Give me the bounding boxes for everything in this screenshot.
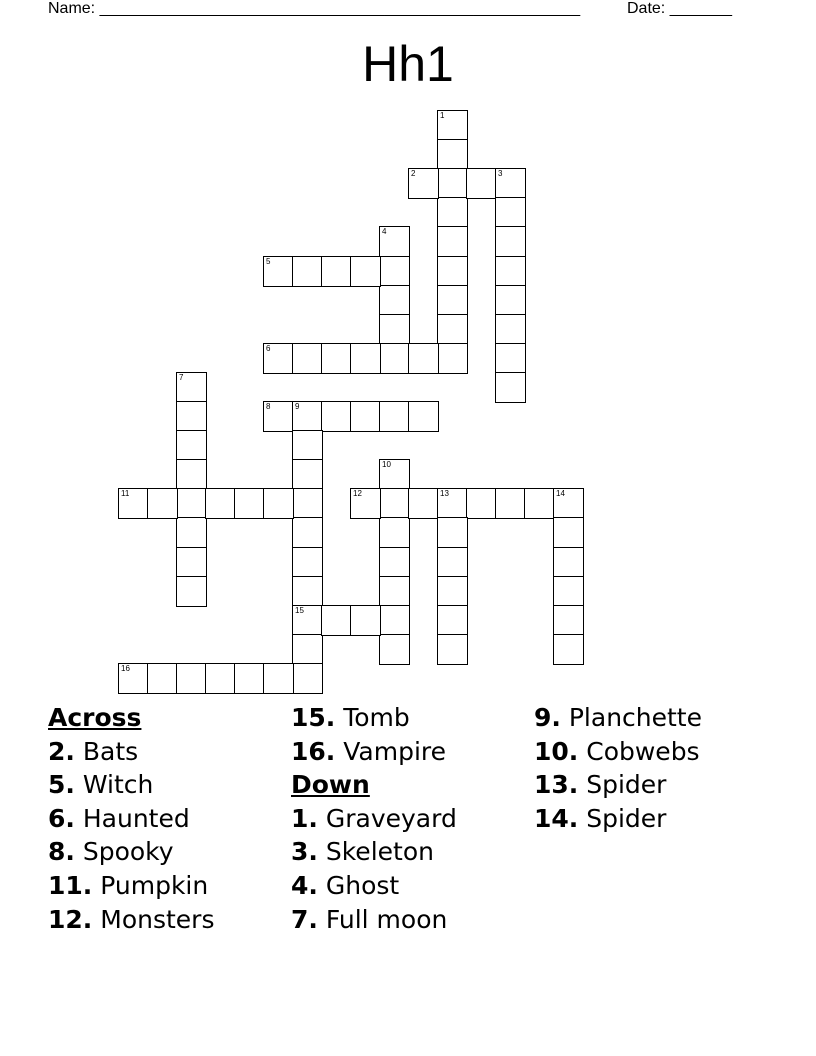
grid-cell[interactable]	[321, 343, 352, 374]
clue-item-number: 2.	[48, 736, 75, 766]
clue-column-2	[291, 701, 457, 936]
grid-cell[interactable]	[437, 605, 468, 636]
grid-cell[interactable]	[379, 285, 410, 316]
clue-item-number: 13.	[534, 770, 579, 800]
grid-cell[interactable]	[292, 430, 323, 461]
grid-cell[interactable]	[118, 663, 149, 694]
name-label: Name:	[48, 0, 96, 17]
clue-item-text: Spider	[578, 770, 667, 800]
date-line	[627, 0, 732, 18]
grid-cell[interactable]	[263, 401, 294, 432]
grid-cell[interactable]	[263, 343, 294, 374]
clue-item-number: 5.	[48, 770, 75, 800]
grid-cell[interactable]	[147, 663, 178, 694]
clue-number: 10	[382, 460, 391, 469]
grid-cell[interactable]	[553, 634, 584, 665]
grid-cell[interactable]	[176, 372, 207, 403]
grid-cell[interactable]	[437, 547, 468, 578]
clue-column-1	[48, 701, 214, 936]
clue-item	[291, 835, 457, 869]
grid-cell[interactable]	[292, 547, 323, 578]
grid-cell[interactable]	[379, 459, 410, 490]
grid-cell[interactable]	[437, 197, 468, 228]
clue-item-text: Haunted	[74, 803, 190, 833]
grid-cell[interactable]	[495, 314, 526, 345]
grid-cell[interactable]	[553, 517, 584, 548]
clue-item	[291, 869, 457, 903]
grid-cell[interactable]	[524, 488, 555, 519]
grid-cell[interactable]	[292, 343, 323, 374]
clue-item-number: 12.	[48, 904, 93, 934]
clue-number: 11	[121, 489, 130, 498]
grid-cell[interactable]	[408, 488, 439, 519]
grid-cell[interactable]	[495, 343, 526, 374]
grid-cell[interactable]	[553, 605, 584, 636]
grid-cell[interactable]	[205, 663, 236, 694]
grid-cell[interactable]	[147, 488, 178, 519]
grid-cell[interactable]	[379, 314, 410, 345]
name-blank[interactable]: ______________________________________________________	[99, 0, 581, 17]
clue-item-number: 1.	[291, 803, 318, 833]
grid-cell[interactable]	[437, 168, 468, 199]
clue-item	[48, 835, 214, 869]
clue-item-text: Vampire	[335, 736, 447, 766]
grid-cell[interactable]	[408, 401, 439, 432]
clue-item	[48, 802, 214, 836]
clue-item	[48, 768, 214, 802]
grid-cell[interactable]	[408, 168, 439, 199]
grid-cell[interactable]	[350, 343, 381, 374]
grid-cell[interactable]	[408, 343, 439, 374]
clue-item-number: 11.	[48, 870, 93, 900]
grid-cell[interactable]	[379, 401, 410, 432]
grid-cell[interactable]	[176, 517, 207, 548]
grid-cell[interactable]	[292, 517, 323, 548]
grid-cell[interactable]	[292, 605, 323, 636]
grid-cell[interactable]	[292, 634, 323, 665]
grid-cell[interactable]	[379, 517, 410, 548]
grid-cell[interactable]	[350, 488, 381, 519]
clue-item-text: Spooky	[74, 837, 174, 867]
grid-cell[interactable]	[466, 488, 497, 519]
clue-item-text: Monsters	[92, 904, 215, 934]
grid-cell[interactable]	[176, 401, 207, 432]
clue-number: 9	[295, 402, 300, 411]
clue-item-number: 9.	[534, 703, 561, 732]
grid-cell[interactable]	[176, 576, 207, 607]
grid-cell[interactable]	[292, 576, 323, 607]
grid-cell[interactable]	[379, 547, 410, 578]
clue-item	[291, 735, 457, 769]
clue-item-text: Planchette	[560, 703, 702, 732]
date-blank[interactable]: _______	[669, 0, 732, 17]
grid-cell[interactable]	[118, 488, 149, 519]
grid-cell[interactable]	[379, 343, 410, 374]
clue-item	[534, 701, 702, 735]
grid-cell[interactable]	[176, 459, 207, 490]
clue-item	[534, 768, 702, 802]
clue-item-number: 7.	[291, 904, 318, 934]
clue-column-3	[534, 701, 702, 835]
clue-item-text: Witch	[74, 770, 154, 800]
clue-item-number: 10.	[534, 736, 579, 766]
grid-cell[interactable]	[292, 488, 323, 519]
clue-number: 4	[382, 227, 387, 236]
clue-item-number: 6.	[48, 803, 75, 833]
grid-cell[interactable]	[321, 401, 352, 432]
grid-cell[interactable]	[437, 314, 468, 345]
clue-item	[48, 735, 214, 769]
clue-item	[48, 903, 214, 937]
grid-cell[interactable]	[553, 576, 584, 607]
grid-cell[interactable]	[350, 605, 381, 636]
grid-cell[interactable]	[176, 488, 207, 519]
grid-cell[interactable]	[321, 256, 352, 287]
clue-number: 8	[266, 402, 271, 411]
clue-number: 7	[179, 373, 184, 382]
grid-cell[interactable]	[292, 401, 323, 432]
grid-cell[interactable]	[379, 256, 410, 287]
grid-cell[interactable]	[437, 110, 468, 141]
clue-number: 15	[295, 606, 304, 615]
clue-number: 12	[353, 489, 362, 498]
clue-heading-down: Down	[291, 770, 370, 800]
clue-item-text: Full moon	[317, 904, 448, 934]
grid-cell[interactable]	[466, 168, 497, 199]
clue-item	[48, 869, 214, 903]
clue-item	[534, 802, 702, 836]
clue-heading-across: Across	[48, 703, 142, 732]
grid-cell[interactable]	[321, 605, 352, 636]
grid-cell[interactable]	[437, 139, 468, 170]
grid-cell[interactable]	[437, 634, 468, 665]
grid-cell[interactable]	[437, 517, 468, 548]
clue-number: 13	[440, 489, 449, 498]
clue-number: 2	[411, 169, 416, 178]
clue-number: 6	[266, 344, 271, 353]
clue-item-number: 8.	[48, 837, 75, 867]
clue-number: 5	[266, 257, 271, 266]
clue-number: 3	[498, 169, 503, 178]
grid-cell[interactable]	[495, 256, 526, 287]
grid-cell[interactable]	[495, 488, 526, 519]
grid-cell[interactable]	[437, 226, 468, 257]
grid-cell[interactable]	[263, 663, 294, 694]
clue-item	[534, 735, 702, 769]
clue-item-text: Cobwebs	[578, 736, 700, 766]
clue-item-text: Tomb	[335, 703, 410, 732]
grid-cell[interactable]	[553, 488, 584, 519]
grid-cell[interactable]	[292, 459, 323, 490]
grid-cell[interactable]	[292, 663, 323, 694]
grid-cell[interactable]	[234, 663, 265, 694]
grid-cell[interactable]	[176, 430, 207, 461]
grid-cell[interactable]	[437, 488, 468, 519]
grid-cell[interactable]	[234, 488, 265, 519]
grid-cell[interactable]	[292, 256, 323, 287]
clue-item-text: Pumpkin	[92, 870, 209, 900]
grid-cell[interactable]	[495, 372, 526, 403]
grid-cell[interactable]	[379, 576, 410, 607]
clue-item-text: Spider	[578, 803, 667, 833]
clue-item	[291, 903, 457, 937]
name-line	[48, 0, 580, 18]
date-label: Date:	[627, 0, 666, 17]
grid-cell[interactable]	[379, 488, 410, 519]
grid-cell[interactable]	[350, 401, 381, 432]
grid-cell[interactable]	[495, 226, 526, 257]
clue-number: 1	[440, 111, 445, 120]
grid-cell[interactable]	[379, 226, 410, 257]
clue-item-number: 15.	[291, 703, 336, 732]
clue-item	[291, 802, 457, 836]
clue-item	[291, 701, 457, 735]
clue-item-number: 16.	[291, 736, 336, 766]
clue-item-text: Skeleton	[317, 837, 434, 867]
clue-item-number: 14.	[534, 803, 579, 833]
grid-cell[interactable]	[495, 285, 526, 316]
grid-cell[interactable]	[176, 547, 207, 578]
grid-cell[interactable]	[263, 488, 294, 519]
grid-cell[interactable]	[495, 197, 526, 228]
clue-item-text: Bats	[74, 736, 139, 766]
grid-cell[interactable]	[379, 634, 410, 665]
clue-number: 14	[556, 489, 565, 498]
grid-cell[interactable]	[176, 663, 207, 694]
grid-cell[interactable]	[437, 256, 468, 287]
grid-cell[interactable]	[437, 343, 468, 374]
clue-item-number: 3.	[291, 837, 318, 867]
clue-item-text: Graveyard	[317, 803, 457, 833]
clue-number: 16	[121, 664, 130, 673]
grid-cell[interactable]	[263, 256, 294, 287]
clue-item-text: Ghost	[317, 870, 400, 900]
grid-cell[interactable]	[437, 576, 468, 607]
grid-cell[interactable]	[205, 488, 236, 519]
grid-cell[interactable]	[350, 256, 381, 287]
grid-cell[interactable]	[379, 605, 410, 636]
puzzle-title: Hh1	[362, 36, 454, 92]
grid-cell[interactable]	[495, 168, 526, 199]
grid-cell[interactable]	[437, 285, 468, 316]
clue-item-number: 4.	[291, 870, 318, 900]
grid-cell[interactable]	[553, 547, 584, 578]
